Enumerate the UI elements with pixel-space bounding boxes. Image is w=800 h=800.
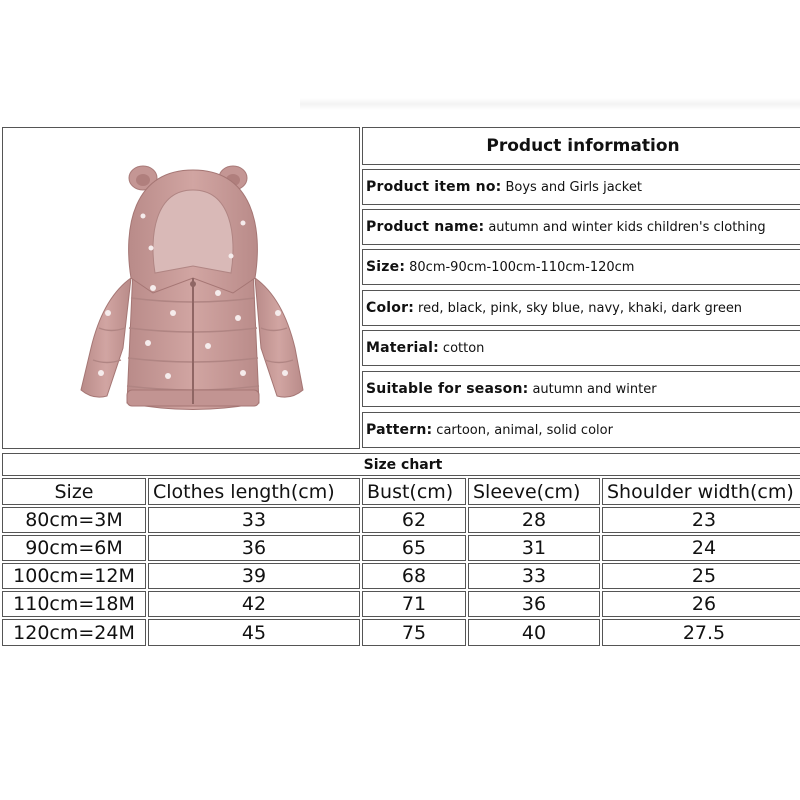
clothes-length-header: Clothes length(cm) bbox=[148, 478, 360, 505]
size-cell: 90cm=6M bbox=[2, 535, 146, 561]
info-value: cotton bbox=[442, 340, 485, 356]
info-label: Material: bbox=[366, 340, 439, 356]
shoulder-width-header: Shoulder width(cm) bbox=[602, 478, 800, 505]
sleeve-cell: 40 bbox=[468, 619, 600, 646]
size-cell: 80cm=3M bbox=[2, 507, 146, 533]
sleeve-cell: 36 bbox=[468, 591, 600, 617]
info-label: Pattern: bbox=[366, 422, 433, 438]
top-shadow bbox=[300, 98, 800, 110]
bust-cell: 65 bbox=[362, 535, 466, 561]
info-label: Color: bbox=[366, 300, 415, 316]
bust-cell: 62 bbox=[362, 507, 466, 533]
info-row-size bbox=[362, 249, 800, 285]
clothes-length-cell: 45 bbox=[148, 619, 360, 646]
product-photo bbox=[2, 127, 360, 449]
shoulder-width-cell: 25 bbox=[602, 563, 800, 589]
info-row-product-name bbox=[362, 209, 800, 245]
size-cell: 120cm=24M bbox=[2, 619, 146, 646]
bust-cell: 71 bbox=[362, 591, 466, 617]
info-row-item-no bbox=[362, 169, 800, 205]
shoulder-width-cell: 27.5 bbox=[602, 619, 800, 646]
info-value: red, black, pink, sky blue, navy, khaki, dark green bbox=[418, 300, 743, 316]
sleeve-cell: 28 bbox=[468, 507, 600, 533]
info-row-season bbox=[362, 371, 800, 407]
info-row-pattern bbox=[362, 412, 800, 448]
info-label: Suitable for season: bbox=[366, 381, 529, 397]
shoulder-width-cell: 23 bbox=[602, 507, 800, 533]
shoulder-width-cell: 24 bbox=[602, 535, 800, 561]
clothes-length-cell: 39 bbox=[148, 563, 360, 589]
info-row-material bbox=[362, 330, 800, 366]
bust-cell: 68 bbox=[362, 563, 466, 589]
jacket-icon bbox=[3, 128, 359, 448]
clothes-length-cell: 36 bbox=[148, 535, 360, 561]
product-info-title: Product information bbox=[362, 127, 800, 165]
info-value: cartoon, animal, solid color bbox=[436, 422, 613, 438]
size-cell: 110cm=18M bbox=[2, 591, 146, 617]
info-label: Product item no: bbox=[366, 179, 502, 195]
sleeve-cell: 33 bbox=[468, 563, 600, 589]
info-value: autumn and winter bbox=[532, 381, 657, 397]
clothes-length-cell: 33 bbox=[148, 507, 360, 533]
size-cell: 100cm=12M bbox=[2, 563, 146, 589]
info-label: Product name: bbox=[366, 219, 485, 235]
info-value: 80cm-90cm-100cm-110cm-120cm bbox=[409, 259, 635, 275]
shoulder-width-cell: 26 bbox=[602, 591, 800, 617]
sleeve-cell: 31 bbox=[468, 535, 600, 561]
info-row-color bbox=[362, 290, 800, 326]
info-value: autumn and winter kids children's clothing bbox=[488, 219, 766, 235]
sleeve-header: Sleeve(cm) bbox=[468, 478, 600, 505]
clothes-length-cell: 42 bbox=[148, 591, 360, 617]
bust-header: Bust(cm) bbox=[362, 478, 466, 505]
bust-cell: 75 bbox=[362, 619, 466, 646]
size-header: Size bbox=[2, 478, 146, 505]
info-label: Size: bbox=[366, 259, 406, 275]
info-value: Boys and Girls jacket bbox=[505, 179, 642, 195]
size-chart-title: Size chart bbox=[2, 453, 800, 476]
